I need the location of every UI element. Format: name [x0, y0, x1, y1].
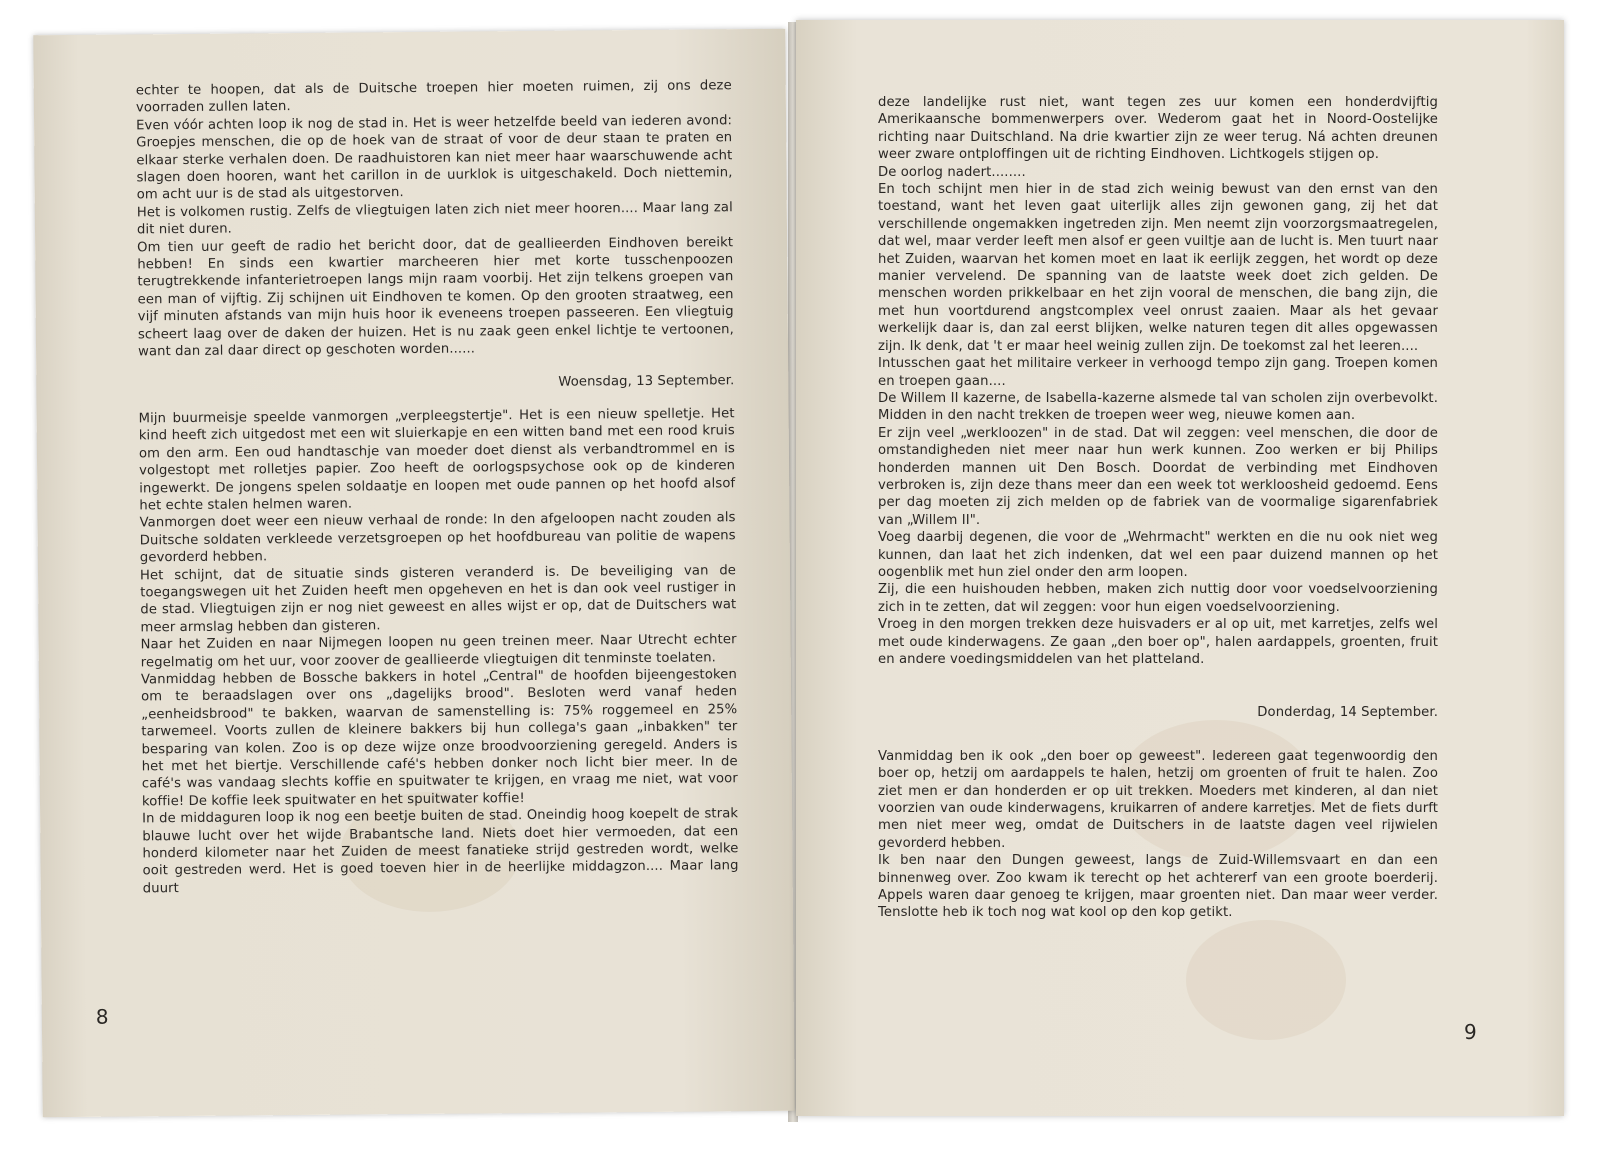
- paragraph: Het is volkomen rustig. Zelfs de vliegtuigen laten zich niet meer hooren.... Maar lang zal dit niet duren.: [136, 200, 733, 238]
- paper-stain: [1186, 920, 1346, 1040]
- paragraph: Het schijnt, dat de situatie sinds gisteren veranderd is. De beveiliging van de toegangswegen uit het Zuiden heeft men opgeheven en het is dan ook veel rustiger in de stad. Vliegtuigen zijn er nog niet geweest en alles wijst er op, dat de Duitschers wat meer armslag hebben dan gisteren.: [139, 562, 737, 636]
- paragraph: echter te hoopen, dat als de Duitsche troepen hier moeten ruimen, zij ons deze voorraden zullen laten.: [135, 78, 732, 116]
- left-page-text: [136, 77, 739, 897]
- paragraph: Vanmiddag ben ik ook „den boer op geweest". Iedereen gaat tegenwoordig den boer op, hetzij om aardappels te halen, hetzij om groenten of fruit te halen. Zoo ziet men er dan honderden er op uit trekken. Moeders met kinderen, al dan niet voorzien van oude kinderwagens, kruikarren of andere karretjes. Met de fiets durft men niet meer weg, omdat de Duitschers in de laatste dagen veel rijwielen gevorderd hebben.: [878, 748, 1438, 851]
- page-number-right: 9: [1464, 1020, 1477, 1044]
- paragraph: Even vóór achten loop ik nog de stad in. Het is weer hetzelfde beeld van iederen avond: Groepjes menschen, die op de hoek van de straat of voor de deur staan te praten en elkaar sterke verhalen doen. De raadhuistoren kan niet meer haar waarschuwende acht slagen doen hooren, want het carillon in de uurklok is uitgeschakeld. Doch niettemin, om acht uur is de stad als uitgestorven.: [136, 113, 733, 203]
- paragraph: Mijn buurmeisje speelde vanmorgen „verpleegstertje". Het is een nieuw spelletje. Het kind heeft zich uitgedost met een wit sluierkapje en een witten band met een rood kruis om den arm. Een oud handtaschje van moeder doet dienst als verbandtrommel en is volgestopt met rolletjes papier. Zoo heeft de oorlogspsychose ook op de kinderen ingewerkt. De jongens spelen soldaatje en loopen met oude pannen op het hoofd alsof het echte stalen helmen waren.: [138, 406, 736, 514]
- paragraph: In de middaguren loop ik nog een beetje buiten de stad. Oneindig hoog koepelt de strak blauwe lucht over het wijde Brabantsche land. Niets doet hier vermoeden, dat een honderd kilometer naar het Zuiden de meest fanatieke strijd gestreden wordt, welke ooit gestreden werd. Het is goed toeven hier in de heerlijke middagzon.... Maar lang duurt: [142, 806, 739, 897]
- paragraph: deze landelijke rust niet, want tegen zes uur komen een honderdvijftig Amerikaansche bommenwerpers over. Wederom gaat het in Noord-Oostelijke richting naar Duitschland. Na drie kwartier zijn ze weer terug. Ná achten dreunen weer zware ontploffingen uit de richting Eindhoven. Lichtkogels stijgen op.: [878, 95, 1438, 163]
- dateline: Woensdag, 13 September.: [558, 372, 735, 390]
- paragraph: Zij, die een huishouden hebben, maken zich nuttig door voor voedselvoorziening zich in te zetten, dat wil zeggen: voor hun eigen voedselvoorziening.: [878, 582, 1438, 615]
- paragraph: Om tien uur geeft de radio het bericht door, dat de geallieerden Eindhoven bereikt hebben! En sinds een kwartier marcheeren hier met korte tusschenpoozen terugtrekkende infanterietroepen langs mijn raam voorbij. Het zijn telkens groepen van een man of vijftig. Zij schijnen uit Eindhoven te komen. Op den grooten straatweg, een vijf minuten afstands van mijn huis hoor ik eveneens troepen passeeren. Een vliegtuig scheert laag over de daken der huizen. Het is nu zaak geen enkel lichtje te vertoonen, want dan zal daar direct op geschoten worden......: [137, 234, 734, 360]
- page-number-left: 8: [95, 1004, 109, 1029]
- dateline: Donderdag, 14 September.: [1257, 705, 1438, 721]
- paragraph: Ik ben naar den Dungen geweest, langs de Zuid-Willemsvaart en dan een binnenweg over. Zoo kwam ik terecht op het achtererf van een groote boerderij. Appels waren daar genoeg te krijgen, maar groenten niet. Dan maar weer verder. Tenslotte heb ik toch nog wat kool op den kop getikt.: [878, 853, 1438, 921]
- left-page: [33, 29, 794, 1118]
- paragraph: Vanmorgen doet weer een nieuw verhaal de ronde: In den afgeloopen nacht zouden als Duitsche soldaten verkleede verzetsgroepen op het hoofdbureau van politie de wapens gevorderd hebben.: [139, 510, 736, 566]
- paragraph: Voeg daarbij degenen, die voor de „Wehrmacht" werkten en die nu ook niet weg kunnen, dan laat het zich indenken, dat wel een paar duizend mannen op het oogenblik met hun ziel onder den arm loopen.: [878, 530, 1438, 580]
- paragraph: Vanmiddag hebben de Bossche bakkers in hotel „Central" de hoofden bijeengestoken om te beraadslagen over ons „dagelijks brood". Besloten werd vanaf heden „eenheidsbrood" te bakken, waarvan de samenstelling is: 75% roggemeel en 25% tarwemeel. Voorts zullen de kleinere bakkers bij hun collega's gaan „inbakken" ter besparing van kolen. Zoo is op deze wijze onze broodvoorziening geregeld. Anders is het met het biertje. Verschillende café's hebben donker noch licht bier meer. In de café's was vandaag slechts koffie en spuitwater te krijgen, en vraag me niet, wat voor koffie! De koffie leek spuitwater en het spuitwater koffie!: [140, 667, 738, 810]
- right-page: [796, 20, 1564, 1116]
- paragraph: En toch schijnt men hier in de stad zich weinig bewust van den ernst van den toestand, want het leven gaat uiterlijk alles zijn gewonen gang, zij het dat verschillende ongemakken ingetreden zijn. Men neemt zijn voorzorgsmaatregelen, dat wel, maar verder leeft men alsof er geen vuiltje aan de lucht is. Men tuurt naar het Zuiden, waarvan het komen moet en laat ik eerlijk zeggen, het wordt op deze manier vervelend. De spanning van de laatste week doet zich gelden. De menschen worden prikkelbaar en het zijn vooral de menschen, die bang zijn, die met hun voortdurend angstcomplex veel onrust zaaien. Maar als het gevaar werkelijk daar is, dan zal eerst blijken, welke naturen tegen dit alles opgewassen zijn. Ik denk, dat 't er maar heel weinig zullen zijn. De toekomst zal het leeren....: [878, 182, 1438, 354]
- right-page-text: [878, 94, 1438, 922]
- paragraph: De Willem II kazerne, de Isabella-kazerne alsmede tal van scholen zijn overbevolkt. Midden in den nacht trekken de troepen weer weg, nieuwe komen aan.: [878, 390, 1438, 424]
- paragraph: Intusschen gaat het militaire verkeer in verhoogd tempo zijn gang. Troepen komen en troepen gaan....: [878, 356, 1438, 389]
- paragraph: Er zijn veel „werkloozen" in de stad. Dat wil zeggen: veel menschen, die door de omstandigheden niet meer naar hun werk kunnen. Zoo werken er bij Philips honderden mannen uit Den Bosch. Doordat de verbinding met Eindhoven verbroken is, zijn deze thans meer dan een week tot werkloosheid gedoemd. Eens per dag moeten zij zich melden op de fabriek van de voormalige sigarenfabriek van „Willem II".: [878, 425, 1438, 528]
- paragraph: De oorlog nadert........: [878, 164, 1026, 180]
- paragraph: Naar het Zuiden en naar Nijmegen loopen nu geen treinen meer. Naar Utrecht echter regelmatig om het uur, voor zoover de geallieerde vliegtuigen dit tenminste toelaten.: [140, 632, 737, 670]
- paragraph: Vroeg in den morgen trekken deze huisvaders er al op uit, met karretjes, zelfs wel met oude kinderwagens. Ze gaan „den boer op", halen aardappels, groenten, fruit en andere voedingsmiddelen van het platteland.: [878, 617, 1438, 667]
